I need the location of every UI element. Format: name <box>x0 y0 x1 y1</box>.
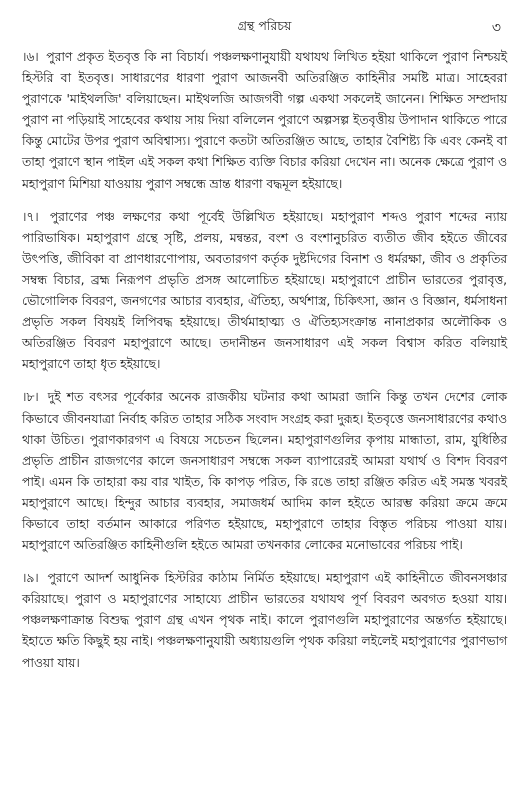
page-body <box>22 46 507 673</box>
page-number: ৩ <box>491 20 501 36</box>
running-title: গ্রন্থ পরিচয় <box>237 18 292 33</box>
paragraph-text: পুরাণ প্রকৃত ইতবৃত্ত কি না বিচার্য। পঞ্চলক্ষণানুযায়ী যথাযথ লিখিত হইয়া থাকিলে পুরাণ নিশ্চয়ই হিস্টরি বা ইতবৃত্ত। সাধারণের ধারণা পুরাণ আজনবী অতিরঞ্জিত কাহিনীর সমষ্টি মাত্র। সাহেবরা পুরাণকে 'মাইথলজি' বলিয়াছেন। মাইথলজি আজগবী গল্প একথা সকলেই জানেন। শিক্ষিত সম্প্রদায় পুরাণ না পড়িয়াই সাহেবের কথায় সায় দিয়া বলিলেন পুরাণে অল্পসল্প ইতবৃত্তীয় উপাদান থাকিতে পারে কিন্তু মোটের উপর পুরাণ অবিশ্বাস্য। পুরাণে কতটা অতিরঞ্জিত আছে, তাহার বৈশিষ্ট্য কি এবং কেনই বা তাহা পুরাণে স্থান পাইল এই সকল কথা শিক্ষিত ব্যক্তি বিচার করিয়া দেখেন না। অনেক ক্ষেত্রে পুরাণ ও মহাপুরাণ মিশিয়া যাওয়ায় পুরাণ সম্বন্ধে ভ্রান্ত ধারণা বদ্ধমূল হইয়াছে। <box>22 49 507 191</box>
paragraph-text: দুই শত বৎসর পূর্বেকার অনেক রাজকীয় ঘটনার কথা আমরা জানি কিন্তু তখন দেশের লোক কিভাবে জীবনযাত্রা নির্বাহ করিত তাহার সঠিক সংবাদ সংগ্রহ করা দুরূহ। ইতবৃত্তে জনসাধারণের কথাও থাকা উচিত। পুরাণকারগণ এ বিষয়ে সচেতন ছিলেন। মহাপুরাণগুলির কৃপায় মান্ধাতা, রাম, যুধিষ্ঠির প্রভৃতি প্রাচীন রাজগণের কালে জনসাধারণ সম্বন্ধে সকল ব্যাপারেরই আমরা যথার্থ ও বিশদ বিবরণ পাই। এমন কি তাহারা কয় বার খাইত, কি কাপড় পরিত, কি রঙে তাহা রঞ্জিত করিত এই সমস্ত খবরই মহাপুরাণে আছে। হিন্দুর আচার ব্যবহার, সমাজধর্ম আদিম কাল হইতে আরম্ভ করিয়া ক্রমে ক্রমে কিভাবে তাহা বর্তমান আকারে পরিণত হইয়াছে, মহাপুরাণে তাহার বিস্তৃত পরিচয় পাওয়া যায়। মহাপুরাণে অতিরঞ্জিত কাহিনীগুলি হইতে আমরা তখনকার লোকের মনোভাবের পরিচয় পাই। <box>22 389 507 553</box>
paragraph-text: পুরাণের পঞ্চ লক্ষণের কথা পূর্বেই উল্লিখিত হইয়াছে। মহাপুরাণ শব্দও পুরাণ শব্দের ন্যায় পারিভাষিক। মহাপুরাণ গ্রন্থে সৃষ্টি, প্রলয়, মন্বন্তর, বংশ ও বংশানুচরিত ব্যতীত জীব হইতে জীবের উৎপত্তি, জীবিকা বা প্রাণধারণোপায়, অবতারগণ কর্তৃক দুষ্টদিগের বিনাশ ও ধর্মরক্ষা, জীব ও প্রকৃতির সম্বন্ধ বিচার, ব্রহ্ম নিরূপণ প্রভৃতি প্রসঙ্গ আলোচিত হইয়াছে। মহাপুরাণে প্রাচীন ভারতের পুরাবৃত্ত, ভৌগোলিক বিবরণ, জনগণের আচার ব্যবহার, ঐতিহ্য, অর্থশাস্ত্র, চিকিৎসা, জ্ঞান ও বিজ্ঞান, ধর্মসাধনা প্রভৃতি সকল বিষয়ই লিপিবদ্ধ হইয়াছে। তীর্থমাহাত্ম্য ও ঐতিহ্যসংক্রান্ত নানাপ্রকার অলৌকিক ও অতিরঞ্জিত বিবরণ মহাপুরাণে আছে। তদানীন্তন জনসাধারণ এই সকল বিশ্বাস করিত বলিয়াই মহাপুরাণে তাহা ধৃত হইয়াছে। <box>22 208 507 372</box>
paragraph-6 <box>22 46 507 194</box>
paragraph-number: ।৬। <box>22 49 39 64</box>
page-header <box>22 10 507 38</box>
paragraph-9 <box>22 567 507 672</box>
paragraph-text: পুরাণে আদর্শ আধুনিক হিস্টরির কাঠাম নির্মিত হইয়াছে। মহাপুরাণ এই কাহিনীতে জীবনসঞ্চার করিয়াছে। পুরাণ ও মহাপুরাণের সাহায্যে প্রাচীন ভারতের যথাযথ পূর্ণ বিবরণ অবগত হওয়া যায়। পঞ্চলক্ষণাক্রান্ত বিশুদ্ধ পুরাণ গ্রন্থ এখন পৃথক নাই। কালে পুরাণগুলি মহাপুরাণের অন্তর্গত হইয়াছে। ইহাতে ক্ষতি কিছুই হয় নাই। পঞ্চলক্ষণানুযায়ী অধ্যায়গুলি পৃথক করিয়া লইলেই মহাপুরাণের পুরাণভাগ পাওয়া যায়। <box>22 570 507 670</box>
paragraph-number: ।৭। <box>22 208 39 224</box>
paragraph-number: ।৮। <box>22 389 39 405</box>
paragraph-7 <box>22 206 507 375</box>
paragraph-8 <box>22 386 507 555</box>
paragraph-number: ।৯। <box>22 570 39 586</box>
